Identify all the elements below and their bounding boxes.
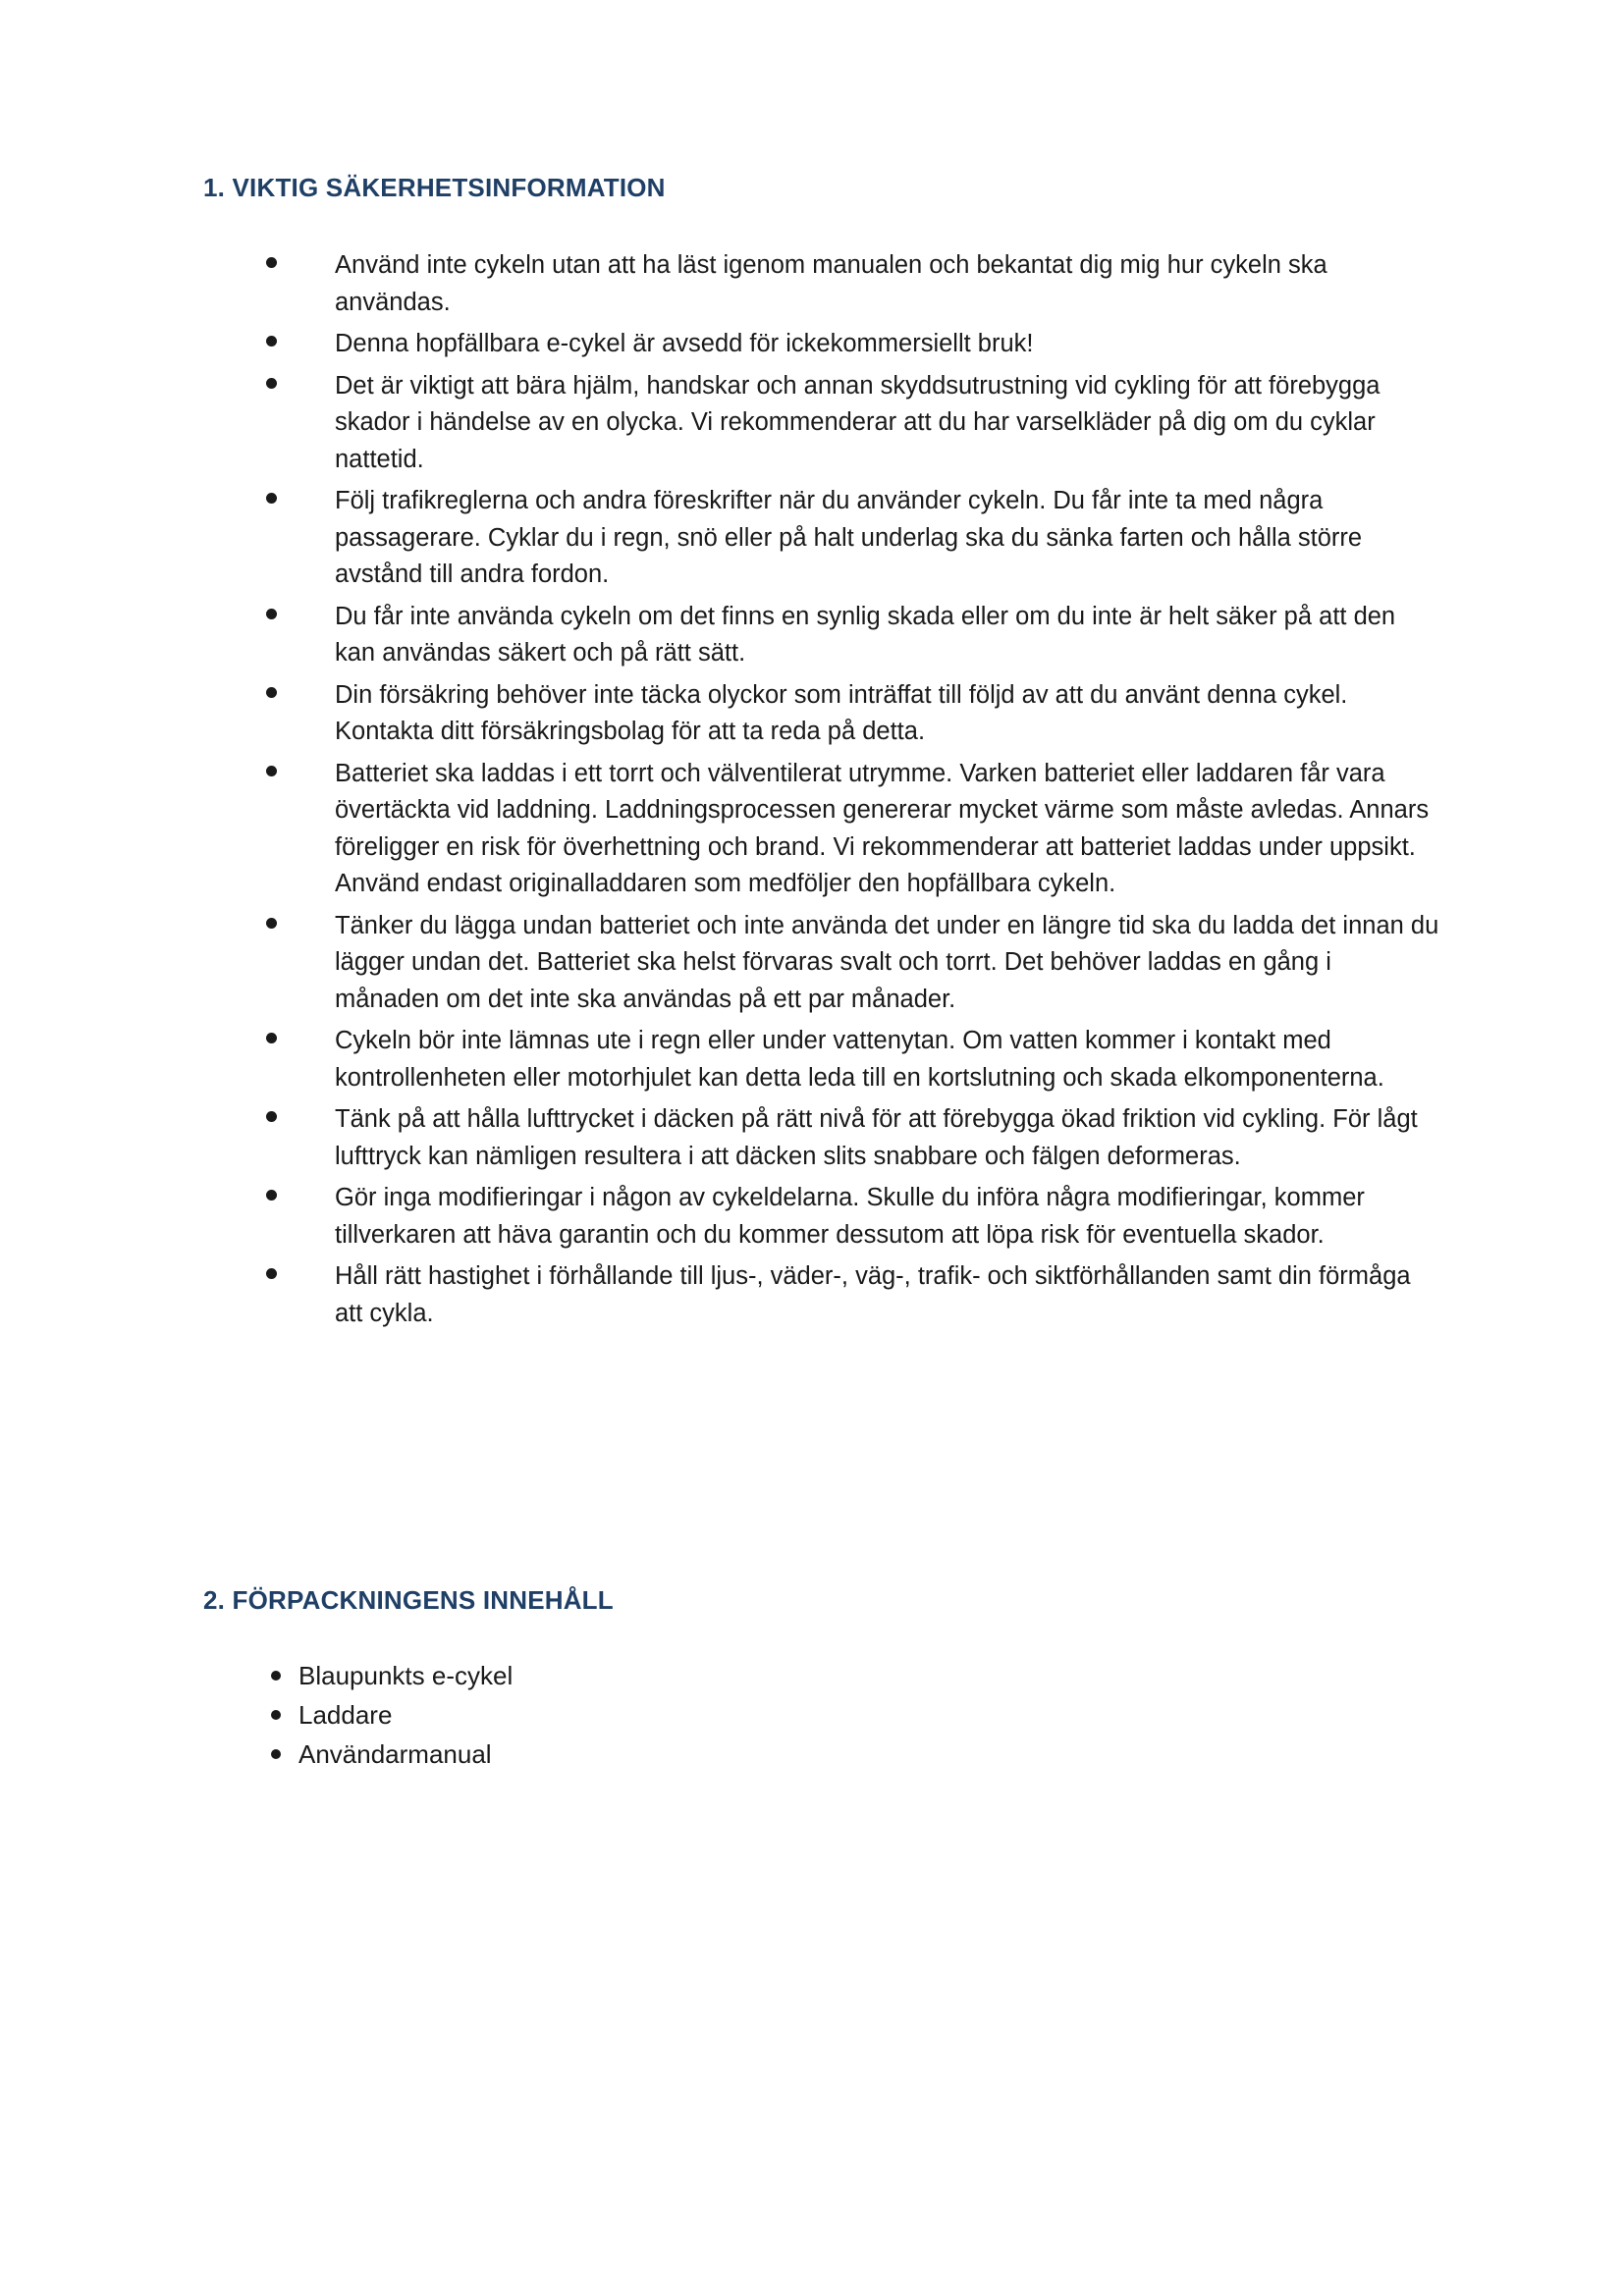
safety-list [0,247,1624,1337]
bullet-icon [266,336,277,347]
bullet-icon [266,493,277,504]
bullet-icon [266,609,277,619]
list-item-text: Denna hopfällbara e-cykel är avsedd för ickekommersiellt bruk! [335,330,1034,357]
bullet-icon [266,1190,277,1201]
bullet-icon [266,687,277,698]
list-item-text: Följ trafikreglerna och andra föreskrifter när du använder cykeln. Du får inte ta med några passagerare. Cyklar du i regn, snö eller på halt underlag ska du sänka farten och hålla större avstånd till andra fordon. [335,487,1363,588]
list-item-text: Din försäkring behöver inte täcka olyckor som inträffat till följd av att du använt denna cykel. Kontakta ditt försäkringsbolag för att ta reda på detta. [335,680,1348,745]
list-item [0,1258,1624,1332]
list-item [0,599,1624,672]
list-item [0,1180,1624,1254]
list-item [0,368,1624,479]
bullet-icon [266,918,277,929]
bullet-icon [266,766,277,776]
bullet-icon [266,257,277,268]
bullet-icon [266,1033,277,1043]
bullet-icon [266,1111,277,1122]
list-item [0,1101,1624,1175]
list-item [0,1659,1624,1698]
list-item [0,908,1624,1019]
list-item-text: Det är viktigt att bära hjälm, handskar och annan skyddsutrustning vid cykling för att förebygga skador i händelse av en olycka. Vi rekommenderar att du har varselkläder på dig om du cyklar nattetid. [335,371,1380,473]
list-item [0,1698,1624,1737]
bullet-icon [266,1268,277,1279]
bullet-icon [271,1710,281,1720]
list-item [0,1023,1624,1096]
list-item-text: Tänk på att hålla lufttrycket i däcken på rätt nivå för att förebygga ökad friktion vid cykling. För lågt lufttryck kan nämligen resultera i att däcken slits snabbare och fälgen deformeras. [335,1105,1418,1170]
list-item-text: Cykeln bör inte lämnas ute i regn eller under vattenytan. Om vatten kommer i kontakt med kontrollenheten eller motorhjulet kan detta leda till en kortslutning och skada elkomponenterna. [335,1027,1384,1092]
list-item-text: Gör inga modifieringar i någon av cykeldelarna. Skulle du införa några modifieringar, kommer tillverkaren att häva garantin och du kommer dessutom att löpa risk för eventuella skador. [335,1184,1365,1249]
section-heading-safety: 1. VIKTIG SÄKERHETSINFORMATION [203,173,666,202]
package-contents-list [0,1659,1624,1777]
list-item-text: Laddare [298,1700,393,1730]
list-item-text: Håll rätt hastighet i förhållande till ljus-, väder-, väg-, trafik- och siktförhållanden samt din förmåga att cykla. [335,1262,1411,1327]
list-item-text: Användarmanual [298,1739,492,1769]
list-item-text: Tänker du lägga undan batteriet och inte använda det under en längre tid ska du ladda det innan du lägger undan det. Batteriet ska helst förvaras svalt och torrt. Det behöver laddas en gång i månaden om det inte ska användas på ett par månader. [335,911,1439,1013]
section-heading-contents: 2. FÖRPACKNINGENS INNEHÅLL [203,1585,614,1615]
list-item [0,326,1624,363]
list-item [0,677,1624,751]
list-item-text: Använd inte cykeln utan att ha läst igenom manualen och bekantat dig mig hur cykeln ska användas. [335,251,1327,316]
list-item [0,756,1624,903]
list-item-text: Batteriet ska laddas i ett torrt och välventilerat utrymme. Varken batteriet eller laddaren får vara övertäckta vid laddning. Laddningsprocessen genererar mycket värme som måste avledas. Annars föreligger en risk för överhettning och brand. Vi rekommenderar att batteriet laddas under uppsikt. Använd endast originalladdaren som medföljer den hopfällbara cykeln. [335,759,1430,897]
bullet-icon [271,1749,281,1759]
bullet-icon [266,378,277,389]
list-item [0,1737,1624,1777]
list-item-text: Blaupunkts e-cykel [298,1661,514,1690]
list-item [0,247,1624,321]
list-item [0,483,1624,594]
list-item-text: Du får inte använda cykeln om det finns en synlig skada eller om du inte är helt säker på att den kan användas säkert och på rätt sätt. [335,602,1396,667]
bullet-icon [271,1671,281,1681]
